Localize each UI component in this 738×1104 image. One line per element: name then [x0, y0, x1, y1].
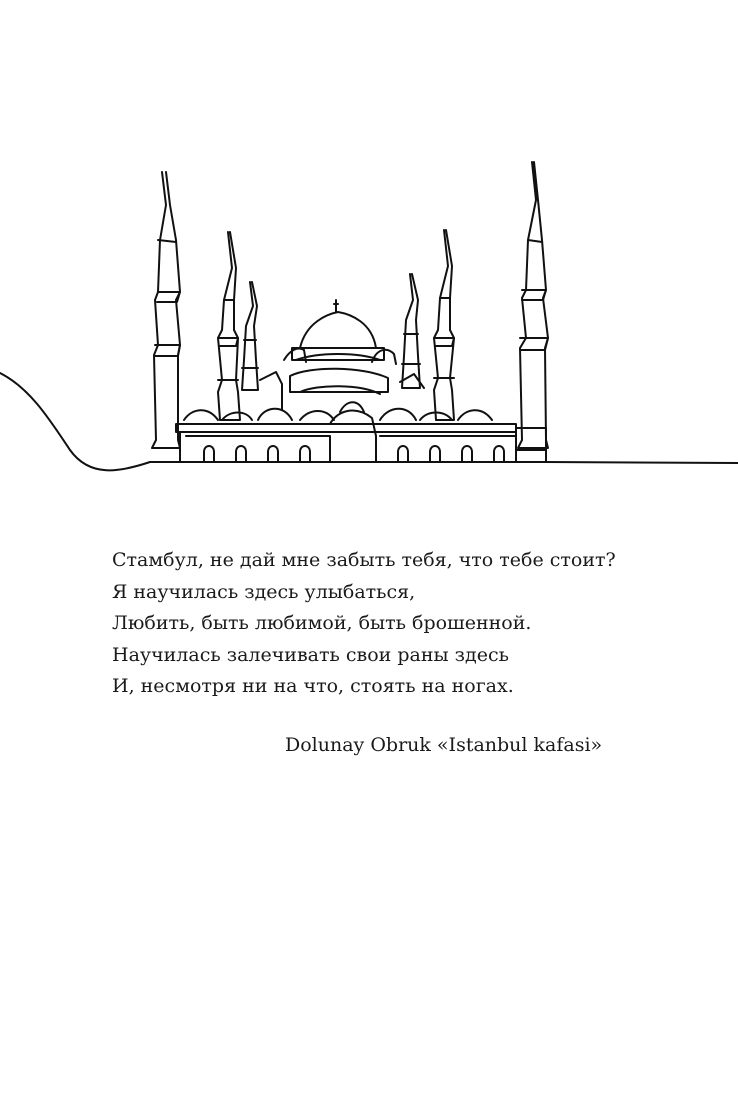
poem-line: Научилась залечивать свои раны здесь: [112, 643, 509, 666]
mosque-illustration: [0, 150, 738, 490]
poem-line: Я научилась здесь улыбаться,: [112, 580, 416, 603]
poem-line: Стамбул, не дай мне забыть тебя, что тебе стоит?: [112, 549, 616, 571]
poem-attribution: Dolunay Obruk «Istanbul kafasi»: [285, 734, 603, 756]
poem-line: И, несмотря ни на что, стоять на ногах.: [112, 675, 514, 697]
poem-line: Любить, быть любимой, быть брошенной.: [112, 612, 532, 634]
poem: [112, 545, 672, 703]
mosque-line-drawing-icon: [0, 150, 738, 490]
